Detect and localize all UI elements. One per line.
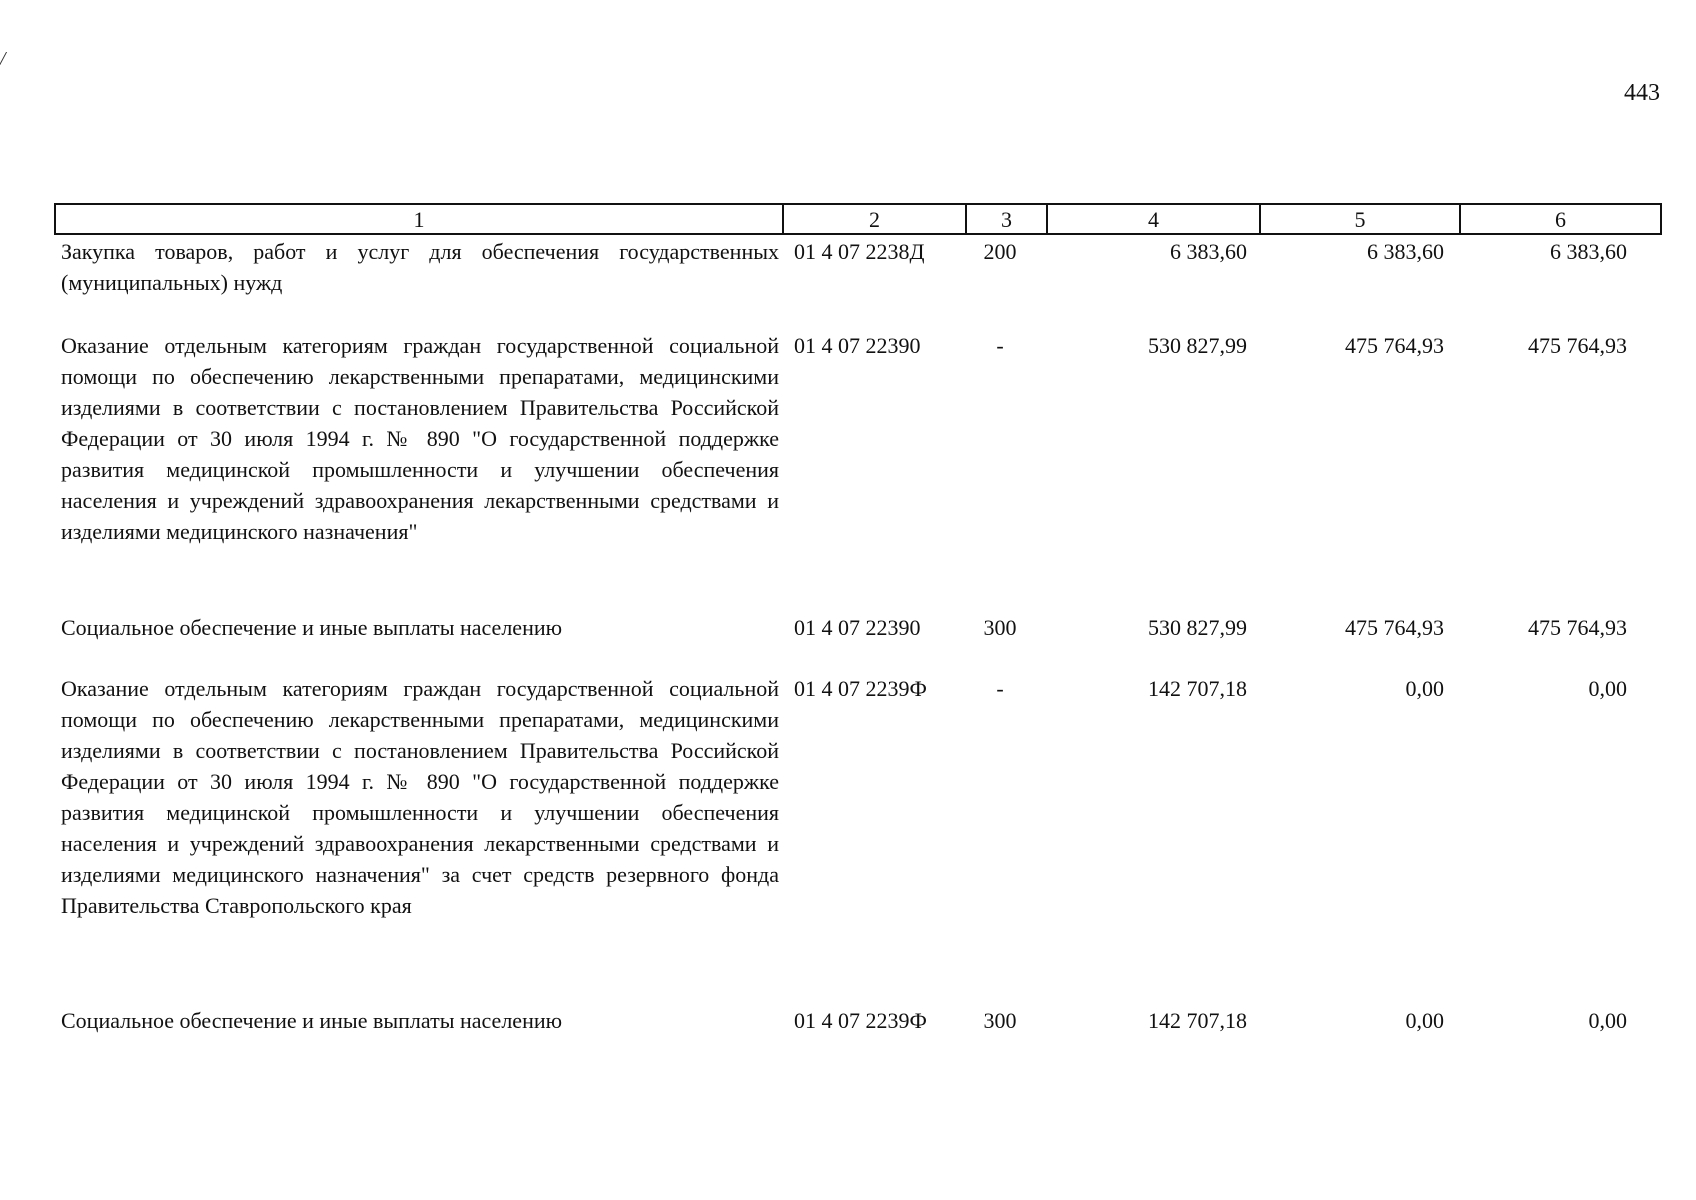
row-value-col4: 142 707,18	[1148, 676, 1247, 701]
row-code: 01 4 07 22390	[794, 615, 921, 640]
row-description: Оказание отдельным категориям граждан государственной социальной помощи по обеспечению лекарственными препаратами, медицинскими изделиями в соответствии с постановлением Правительства Российской Федерации от 30 июля 1994 г. № 890 "О государственной поддержке развития медицинской промышленности и улучшении обеспечения населения и учреждений здравоохранения лекарственными средствами и изделиями медицинского назначения"	[61, 333, 779, 544]
column-header-table	[54, 203, 1662, 235]
row-value-col6: 475 764,93	[1528, 615, 1627, 640]
row-code: 01 4 07 22390	[794, 333, 921, 358]
column-header-row	[55, 204, 1661, 234]
row-code: 01 4 07 2239Ф	[794, 676, 927, 701]
row-value-col5: 0,00	[1405, 676, 1444, 701]
row-expense-type: 300	[983, 615, 1017, 640]
column-header-5: 5	[1260, 204, 1460, 234]
page-number: 443	[1624, 80, 1660, 106]
row-expense-type: -	[996, 333, 1004, 358]
row-value-col4: 530 827,99	[1148, 333, 1247, 358]
row-value-col6: 6 383,60	[1550, 239, 1627, 264]
row-value-col5: 6 383,60	[1367, 239, 1444, 264]
column-header-3: 3	[966, 204, 1047, 234]
row-description: Оказание отдельным категориям граждан государственной социальной помощи по обеспечению лекарственными препаратами, медицинскими изделиями в соответствии с постановлением Правительства Российской Федерации от 30 июля 1994 г. № 890 "О государственной поддержке развития медицинской промышленности и улучшении обеспечения населения и учреждений здравоохранения лекарственными средствами и изделиями медицинского назначения" за счет средств резервного фонда Правительства Ставропольского края	[61, 676, 779, 918]
column-header-6: 6	[1460, 204, 1661, 234]
row-expense-type: 200	[983, 239, 1017, 264]
row-value-col6: 0,00	[1588, 676, 1627, 701]
row-description: Закупка товаров, работ и услуг для обеспечения государственных (муниципальных) нужд	[61, 239, 779, 295]
column-header-2: 2	[783, 204, 966, 234]
row-value-col5: 475 764,93	[1345, 333, 1444, 358]
row-value-col6: 475 764,93	[1528, 333, 1627, 358]
row-value-col5: 475 764,93	[1345, 615, 1444, 640]
row-expense-type: 300	[983, 1008, 1017, 1033]
row-value-col4: 142 707,18	[1148, 1008, 1247, 1033]
column-header-4: 4	[1047, 204, 1260, 234]
column-header-1: 1	[55, 204, 783, 234]
row-value-col6: 0,00	[1588, 1008, 1627, 1033]
row-value-col4: 6 383,60	[1170, 239, 1247, 264]
row-value-col4: 530 827,99	[1148, 615, 1247, 640]
row-code: 01 4 07 2239Ф	[794, 1008, 927, 1033]
margin-mark: /	[0, 48, 6, 70]
row-description: Социальное обеспечение и иные выплаты населению	[61, 1008, 563, 1033]
row-value-col5: 0,00	[1405, 1008, 1444, 1033]
row-code: 01 4 07 2238Д	[794, 239, 925, 264]
row-description: Социальное обеспечение и иные выплаты населению	[61, 615, 563, 640]
row-expense-type: -	[996, 676, 1004, 701]
